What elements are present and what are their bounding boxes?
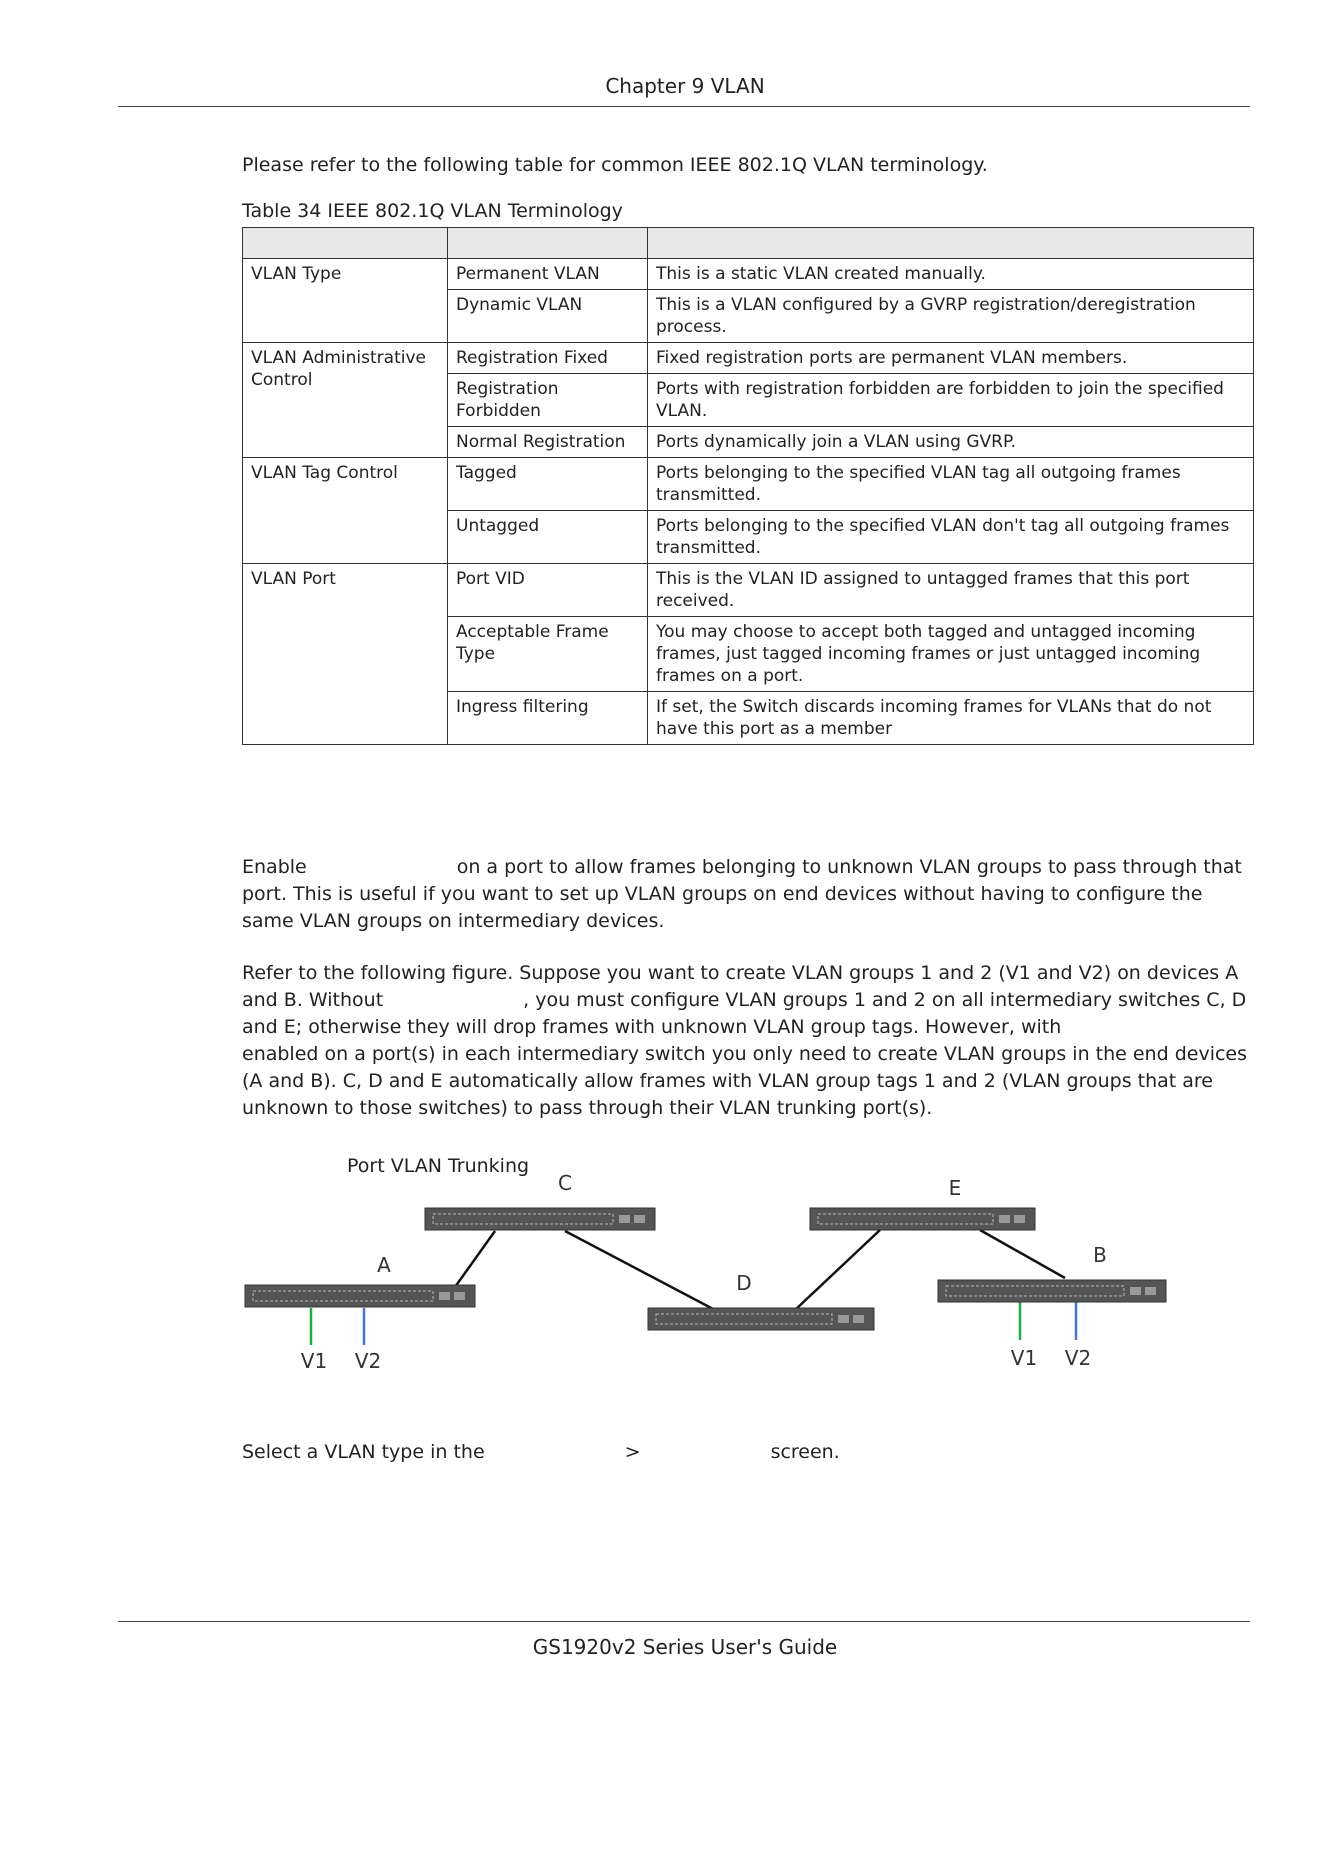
para2-part2: , you must configure VLAN groups 1 and 2 on all intermediary switches C, D and E; otherwise they will drop frames with unknown VLAN group tags. However, with bbox=[242, 989, 1247, 1038]
switch-c bbox=[425, 1208, 655, 1230]
term-cell: Tagged bbox=[448, 458, 648, 511]
para1-before: Enable bbox=[242, 856, 307, 878]
switch-b bbox=[938, 1280, 1166, 1302]
label-a: A bbox=[377, 1253, 391, 1277]
table-caption: Table 34 IEEE 802.1Q VLAN Terminology bbox=[242, 200, 623, 222]
figure-caption: Port VLAN Trunking bbox=[347, 1155, 530, 1177]
description-cell: This is the VLAN ID assigned to untagged frames that this port received. bbox=[648, 564, 1254, 617]
description-cell: This is a VLAN configured by a GVRP registration/deregistration process. bbox=[648, 290, 1254, 343]
description-cell: You may choose to accept both tagged and untagged incoming frames, just tagged incoming frames or just untagged incoming frames on a port. bbox=[648, 617, 1254, 692]
term-cell: Acceptable Frame Type bbox=[448, 617, 648, 692]
switch-d bbox=[648, 1308, 874, 1330]
term-cell: Port VID bbox=[448, 564, 648, 617]
term-cell: Untagged bbox=[448, 511, 648, 564]
label-v2-b: V2 bbox=[1064, 1346, 1092, 1370]
label-e: E bbox=[948, 1176, 962, 1200]
link-c-d bbox=[565, 1231, 715, 1310]
category-cell: VLAN Port bbox=[243, 564, 448, 745]
paragraph-select-vlan-type bbox=[242, 1439, 1254, 1466]
para3-middle: > bbox=[624, 1441, 641, 1463]
term-cell: Dynamic VLAN bbox=[448, 290, 648, 343]
category-cell: VLAN Type bbox=[243, 259, 448, 343]
category-cell: VLAN Tag Control bbox=[243, 458, 448, 564]
footer-rule bbox=[118, 1621, 1250, 1622]
para2-part3: enabled on a port(s) in each intermediary switch you only need to create VLAN groups in the end devices (A and B). C, D and E automatically allow frames with VLAN group tags 1 and 2 (VLAN groups that are unknown to those switches) to pass through their VLAN trunking port(s). bbox=[242, 1043, 1248, 1119]
switch-e bbox=[810, 1208, 1035, 1230]
term-cell: Registration Forbidden bbox=[448, 374, 648, 427]
term-cell: Registration Fixed bbox=[448, 343, 648, 374]
label-v2-a: V2 bbox=[354, 1349, 382, 1373]
para1-after: on a port to allow frames belonging to unknown VLAN groups to pass through that port. This is useful if you want to set up VLAN groups on end devices without having to configure the same VLAN groups on intermediary devices. bbox=[242, 856, 1242, 932]
description-cell: Ports belonging to the specified VLAN tag all outgoing frames transmitted. bbox=[648, 458, 1254, 511]
description-cell: Ports dynamically join a VLAN using GVRP. bbox=[648, 427, 1254, 458]
intro-text: Please refer to the following table for common IEEE 802.1Q VLAN terminology. bbox=[242, 154, 988, 176]
para3-after: screen. bbox=[770, 1441, 840, 1463]
category-cell: VLAN Administrative Control bbox=[243, 343, 448, 458]
label-v1-a: V1 bbox=[300, 1349, 328, 1373]
description-cell: Ports with registration forbidden are forbidden to join the specified VLAN. bbox=[648, 374, 1254, 427]
para2-part1: Refer to the following figure. Suppose you want to create VLAN groups 1 and 2 (V1 and V2) on devices A and B. Without bbox=[242, 962, 1239, 1011]
label-c: C bbox=[558, 1171, 572, 1195]
description-cell: Ports belonging to the specified VLAN don't tag all outgoing frames transmitted. bbox=[648, 511, 1254, 564]
description-cell: This is a static VLAN created manually. bbox=[648, 259, 1254, 290]
description-cell: Fixed registration ports are permanent VLAN members. bbox=[648, 343, 1254, 374]
link-c-a bbox=[455, 1231, 495, 1287]
label-b: B bbox=[1093, 1243, 1107, 1267]
term-cell: Permanent VLAN bbox=[448, 259, 648, 290]
label-d: D bbox=[736, 1271, 752, 1295]
description-cell: If set, the Switch discards incoming frames for VLANs that do not have this port as a member bbox=[648, 692, 1254, 745]
term-cell: Normal Registration bbox=[448, 427, 648, 458]
term-cell: Ingress filtering bbox=[448, 692, 648, 745]
label-v1-b: V1 bbox=[1010, 1346, 1038, 1370]
link-e-d bbox=[795, 1230, 880, 1310]
link-e-b bbox=[980, 1230, 1065, 1278]
page-footer-title: GS1920v2 Series User's Guide bbox=[532, 1635, 838, 1659]
switch-a bbox=[245, 1285, 475, 1307]
page-header-title: Chapter 9 VLAN bbox=[605, 74, 765, 98]
para3-before: Select a VLAN type in the bbox=[242, 1441, 485, 1463]
